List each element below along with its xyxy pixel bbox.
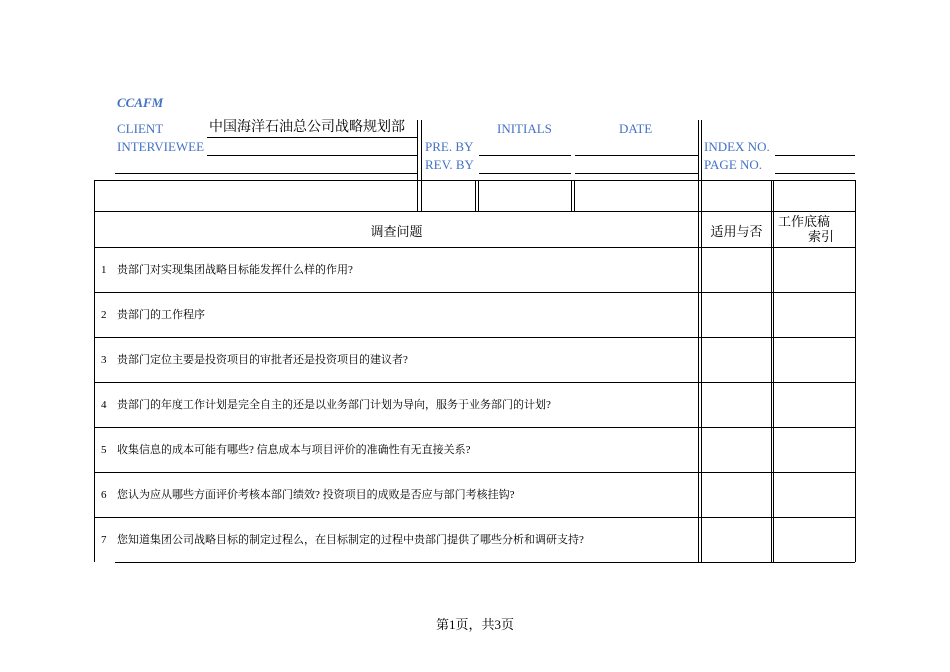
table-header-bottom-line <box>94 247 855 248</box>
question-number: 7 <box>101 534 107 546</box>
index-column-divider-a <box>771 180 772 562</box>
question-row <box>101 533 584 547</box>
col-index-header-line1: 工作底稿 <box>778 214 831 229</box>
table-subheader-line <box>94 211 855 212</box>
blank-row-divider-d <box>574 180 575 211</box>
page-no-line <box>775 173 855 174</box>
question-row <box>101 398 551 412</box>
client-label: CLIENT <box>117 121 164 136</box>
question-number: 4 <box>101 399 107 411</box>
question-number: 5 <box>101 444 107 456</box>
blank-row-divider-a <box>475 180 476 211</box>
question-text: 贵部门的工作程序 <box>117 309 205 321</box>
date-label: DATE <box>619 121 653 136</box>
logo: CCAFM <box>117 95 164 110</box>
question-text: 您知道集团公司战略目标的制定过程么，在目标制定的过程中贵部门提供了哪些分析和调研支持? <box>117 534 584 546</box>
client-value: 中国海洋石油总公司战略规划部 <box>209 120 405 135</box>
col-applicable-header: 适用与否 <box>710 224 763 239</box>
question-number: 1 <box>101 264 107 276</box>
page-footer: 第1页，共3页 <box>435 617 514 632</box>
header-bottom-line <box>115 173 417 174</box>
question-text: 收集信息的成本可能有哪些? 信息成本与项目评价的准确性有无直接关系? <box>117 444 471 456</box>
interviewee-underline <box>207 155 417 156</box>
question-number: 3 <box>101 354 107 366</box>
question-number: 2 <box>101 309 107 321</box>
rev-by-label: REV. BY <box>425 157 474 172</box>
pre-by-label: PRE. BY <box>425 139 474 154</box>
separator-right-b <box>701 120 702 562</box>
question-row <box>101 488 515 502</box>
separator-left-a <box>417 120 418 211</box>
row-separator <box>94 427 855 428</box>
row-separator <box>94 517 855 518</box>
separator-right-a <box>698 120 699 562</box>
interviewee-label: INTERVIEWEE <box>117 139 205 154</box>
question-row <box>101 308 205 322</box>
rev-by-date-line <box>575 173 698 174</box>
blank-row-divider-c <box>571 180 572 211</box>
question-row <box>101 443 471 457</box>
question-text: 贵部门定位主要是投资项目的审批者还是投资项目的建议者? <box>117 354 408 366</box>
table-bottom-line <box>115 562 855 563</box>
question-number: 6 <box>101 489 107 501</box>
rev-by-initials-line <box>479 173 571 174</box>
row-separator <box>94 472 855 473</box>
col-index-header <box>774 214 838 244</box>
question-row <box>101 353 408 367</box>
col-index-header-line2: 索引 <box>808 229 835 244</box>
index-no-line <box>775 155 855 156</box>
table-left-border-body <box>94 247 95 562</box>
blank-row-divider-b <box>478 180 479 211</box>
initials-label: INITIALS <box>497 121 552 136</box>
question-text: 您认为应从哪些方面评价考核本部门绩效? 投资项目的成败是否应与部门考核挂钩? <box>117 489 515 501</box>
client-underline <box>207 137 417 138</box>
col-question-header: 调查问题 <box>370 224 423 239</box>
row-separator <box>94 382 855 383</box>
index-no-label: INDEX NO. <box>704 139 770 154</box>
table-right-border <box>855 180 856 562</box>
separator-left-b <box>421 120 422 211</box>
question-text: 贵部门的年度工作计划是完全自主的还是以业务部门计划为导向，服务于业务部门的计划? <box>117 399 551 411</box>
pre-by-initials-line <box>479 155 571 156</box>
question-text: 贵部门对实现集团战略目标能发挥什么样的作用? <box>117 264 353 276</box>
row-separator <box>94 337 855 338</box>
page-no-label: PAGE NO. <box>704 157 763 172</box>
pre-by-date-line <box>575 155 698 156</box>
question-row <box>101 263 353 277</box>
row-separator <box>94 292 855 293</box>
